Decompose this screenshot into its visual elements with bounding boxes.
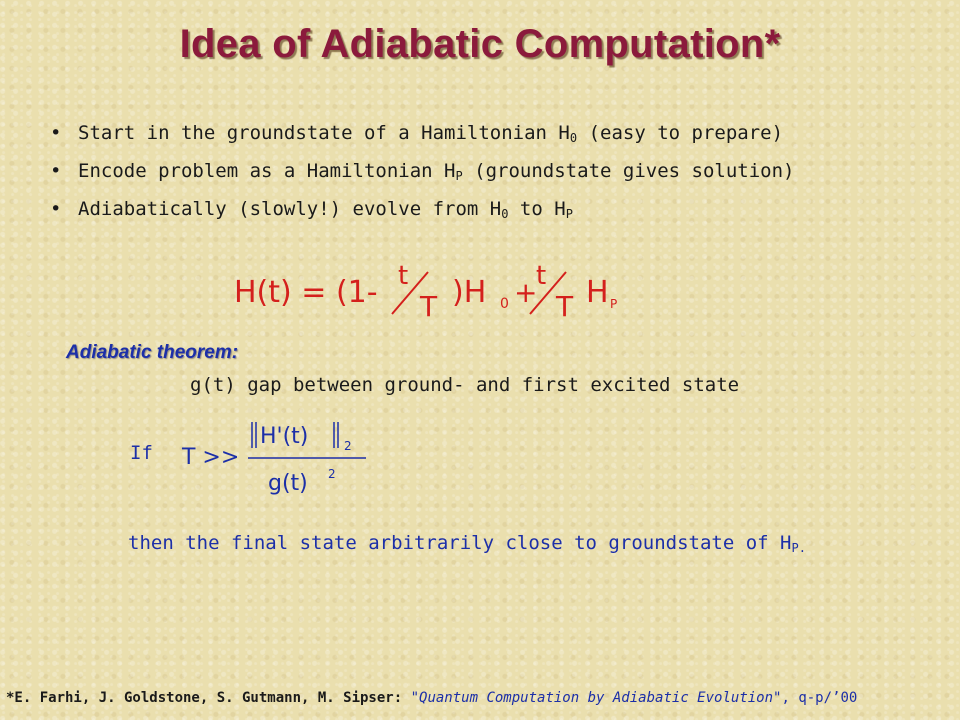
hamiltonian-formula xyxy=(230,258,650,320)
bullet-text-end: (groundstate gives solution) xyxy=(462,160,795,182)
bullet-list xyxy=(50,120,794,234)
bullet-subscript-2: P xyxy=(565,207,573,221)
bullet-dot: • xyxy=(50,122,62,144)
formula-lhs: H(t) = (1- xyxy=(234,275,378,310)
if-word: If xyxy=(130,442,153,464)
footnote xyxy=(6,690,857,706)
bullet-dot: • xyxy=(50,160,62,182)
bullet-text-end: (easy to prepare) xyxy=(577,122,784,144)
formula-hp: H xyxy=(586,275,609,310)
bullet-text: Encode problem as a Hamiltonian H xyxy=(78,160,456,182)
theorem-heading: Adiabatic theorem: xyxy=(66,342,239,363)
formula-t-numerator-2: t xyxy=(536,261,547,291)
bullet-item xyxy=(50,158,794,196)
condition-denominator: g(t) xyxy=(268,471,308,496)
bullet-item xyxy=(50,196,794,234)
bullet-subscript: 0 xyxy=(569,131,578,145)
footnote-reference: , q-p/’00 xyxy=(781,690,858,706)
bullet-text-mid: to H xyxy=(508,198,566,220)
bullet-item xyxy=(50,120,794,158)
conclusion-main: then the final state arbitrarily close to groundstate of H xyxy=(128,532,792,554)
footnote-paper-title: "Quantum Computation by Adiabatic Evolution" xyxy=(410,690,782,706)
condition-denominator-exponent: 2 xyxy=(328,467,336,481)
footnote-authors: *E. Farhi, J. Goldstone, S. Gutmann, M. Sipser: xyxy=(6,690,403,706)
formula-sub-p: P xyxy=(610,297,618,311)
formula-h0: )H xyxy=(452,275,487,310)
condition-lhs: T >> xyxy=(182,445,240,470)
conclusion-subscript: P. xyxy=(791,541,806,555)
formula-T-denominator-2: T xyxy=(556,290,574,320)
formula-sub-0: 0 xyxy=(500,296,509,312)
bullet-subscript: P xyxy=(455,169,463,183)
formula-T-denominator-1: T xyxy=(420,290,438,320)
bullet-text: Start in the groundstate of a Hamiltonian H xyxy=(78,122,570,144)
condition-norm-subscript: 2 xyxy=(344,439,352,453)
bullet-subscript: 0 xyxy=(501,207,509,221)
formula-plus: + xyxy=(514,276,538,309)
bullet-text: Adiabatically (slowly!) evolve from H xyxy=(78,198,502,220)
slide-title: Idea of Adiabatic Computation* xyxy=(179,22,781,66)
bullet-dot: • xyxy=(50,198,62,220)
gap-definition: g(t) gap between ground- and first excited state xyxy=(190,374,740,396)
conclusion-text xyxy=(128,532,806,555)
adiabatic-condition xyxy=(180,412,380,502)
formula-t-numerator-1: t xyxy=(398,261,409,291)
condition-numerator: H'(t) xyxy=(260,424,309,449)
